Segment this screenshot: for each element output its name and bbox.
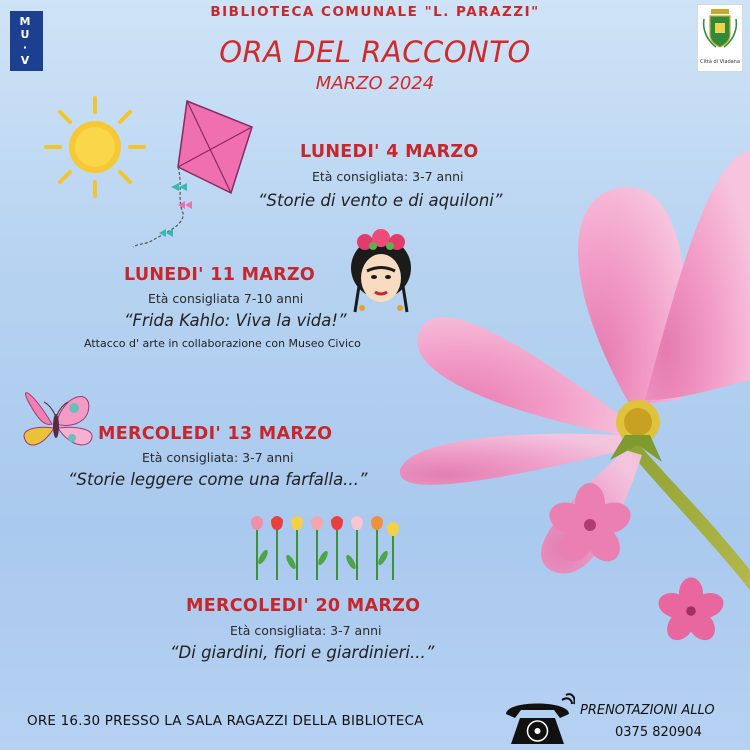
page-subtitle: MARZO 2024 [315,73,435,94]
event-4-age: Età consigliata: 3-7 anni [230,623,382,638]
kite-icon [125,85,265,255]
event-3-date: MERCOLEDI' 13 MARZO [98,424,333,444]
event-3-story: “Storie leggere come una farfalla...” [68,470,368,489]
event-1-age: Età consigliata: 3-7 anni [312,169,464,184]
tulips-icon [245,512,400,582]
footer-location: ORE 16.30 PRESSO LA SALA RAGAZZI DELLA BIBLIOTECA [27,713,424,729]
booking-label: PRENOTAZIONI ALLO [580,703,715,718]
event-1-date: LUNEDI' 4 MARZO [300,142,479,162]
booking-phone: 0375 820904 [615,725,702,740]
event-4-date: MERCOLEDI' 20 MARZO [186,596,421,616]
event-4-story: “Di giardini, fiori e giardinieri...” [170,643,435,662]
flower-icon [655,575,727,647]
butterfly-icon [12,378,102,460]
event-2-story: “Frida Kahlo: Viva la vida!” [124,311,347,330]
frida-kahlo-icon [345,228,417,320]
telephone-icon [500,692,575,748]
event-2-note: Attacco d' arte in collaborazione con Museo Civico [84,337,361,350]
flower-icon [545,480,635,570]
muv-logo-icon: M U · V [10,11,40,71]
city-crest-label: Città di Viadana [700,59,740,65]
event-3-age: Età consigliata: 3-7 anni [142,450,294,465]
page-title: ORA DEL RACCONTO [219,35,531,69]
library-name: BIBLIOTECA COMUNALE "L. PARAZZI" [210,4,540,20]
event-1-story: “Storie di vento e di aquiloni” [258,191,503,210]
event-2-age: Età consigliata 7-10 anni [148,291,304,306]
event-2-date: LUNEDI' 11 MARZO [124,265,316,285]
